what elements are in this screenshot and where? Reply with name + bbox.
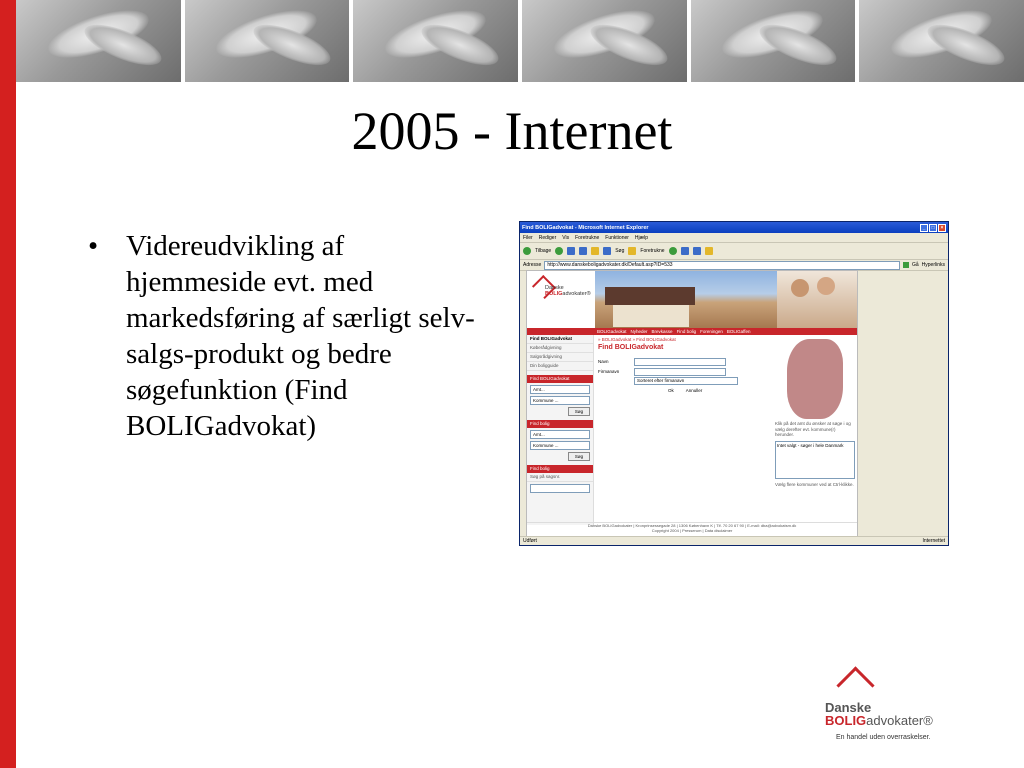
- sidebar-item-salgsraadgivning[interactable]: Salgsrådgivning: [527, 353, 593, 362]
- bullet-icon: •: [88, 230, 99, 262]
- form-buttons: [668, 388, 769, 393]
- bullet-list: [88, 228, 488, 444]
- address-input[interactable]: http://www.danskeboligadvokater.dk/Default.asp?ID=533: [544, 261, 900, 270]
- history-icon[interactable]: [669, 247, 677, 255]
- go-button[interactable]: Gå: [911, 262, 919, 268]
- sidebar-heading-find-advokat: Find BOLIGadvokat: [527, 375, 593, 383]
- name-label: Navn: [598, 359, 609, 364]
- close-icon[interactable]: ×: [938, 224, 946, 232]
- browser-title-bar: [520, 222, 948, 233]
- bullet-text: Videreudvikling af hjemmeside evt. med markedsføring af særligt selv-salgs-produkt og bedre søgefunktion (Find BOLIGadvokat): [126, 230, 475, 442]
- amt-select[interactable]: Amt...: [530, 385, 590, 394]
- favorites-button-label[interactable]: Foretrukne: [640, 248, 665, 254]
- browser-toolbar: [520, 243, 948, 260]
- footer-links[interactable]: Copyright 2004 | Presserum | Data disclaimer: [651, 528, 733, 533]
- home-icon[interactable]: [591, 247, 599, 255]
- amt-select-2[interactable]: Amt...: [530, 430, 590, 439]
- kommune-select[interactable]: Kommune ...: [530, 396, 590, 405]
- slide-title: 2005 - Internet: [351, 101, 673, 161]
- menu-edit[interactable]: Rediger: [538, 234, 557, 241]
- page-heading: Find BOLIGadvokat: [598, 344, 664, 351]
- ok-button[interactable]: Ok: [668, 388, 674, 393]
- site-logo-text: Danske BOLIGadvokater®: [545, 285, 591, 297]
- browser-menu-bar: [520, 233, 948, 243]
- logo-line2: BOLIGadvokater®: [825, 713, 933, 728]
- nav-boligaffen[interactable]: BOLIGaffen: [726, 329, 751, 334]
- back-icon[interactable]: [523, 247, 531, 255]
- zone-text: Internettet: [922, 538, 945, 544]
- search-button-label[interactable]: Søg: [615, 248, 625, 254]
- address-label: Adresse: [523, 262, 542, 268]
- house-roof-icon: [836, 666, 874, 704]
- menu-help[interactable]: Hjælp: [634, 234, 648, 241]
- status-text: Udført: [523, 538, 537, 544]
- site-nav: [527, 328, 857, 335]
- firm-label: Firmanavn: [598, 369, 620, 374]
- browser-window-title: Find BOLIGadvokat - Microsoft Internet Explorer: [522, 224, 649, 231]
- name-field-row: [598, 357, 769, 366]
- menu-tools[interactable]: Funktioner: [605, 234, 629, 241]
- denmark-map[interactable]: [787, 339, 843, 419]
- company-logo: [820, 668, 950, 748]
- sidebar-item-find-boligadvokat[interactable]: Find BOLIGadvokat: [527, 335, 593, 344]
- left-sidebar: [527, 335, 594, 525]
- back-button-label[interactable]: Tilbage: [535, 248, 552, 254]
- web-page: [526, 270, 858, 538]
- footer-address: Danske BOLIGadvokater | Kronprinsessegade 28 | 1306 København K | Tlf. 70 20 67 90 | E-mail: dba@advokatsm.dk: [587, 523, 797, 528]
- header-photo-strip: [16, 0, 1024, 82]
- search-button-2[interactable]: Søg: [568, 452, 590, 461]
- people-photo: [777, 271, 857, 328]
- sidebar-item-boligguide[interactable]: Din boligguide: [527, 362, 593, 371]
- nav-foreningen[interactable]: Foreningen: [700, 329, 723, 334]
- logo-line1: Danske: [825, 700, 872, 715]
- case-search-label: Søg på sagsnr.: [527, 473, 593, 482]
- site-header: [527, 271, 857, 328]
- browser-screenshot: [519, 221, 949, 546]
- folder-icon[interactable]: [705, 247, 713, 255]
- kommune-selection-box[interactable]: Intet valgt - søger i hele Danmark: [775, 441, 855, 479]
- stop-icon[interactable]: [567, 247, 575, 255]
- handshake-photo: [859, 0, 1024, 82]
- map-help-text: Klik på det amt du ønsker at søge i og vælg derefter evt. kommune(r) herunder.: [775, 421, 851, 437]
- menu-view[interactable]: Vis: [562, 234, 570, 241]
- page-body: [527, 335, 857, 525]
- case-search-input[interactable]: [530, 484, 590, 493]
- cancel-button[interactable]: Annuller: [685, 388, 703, 393]
- sort-select[interactable]: Sorteret efter firmanavn: [634, 377, 738, 385]
- sidebar-item-koberaadgivning[interactable]: Køberådgivning: [527, 344, 593, 353]
- kommune-select-2[interactable]: Kommune ...: [530, 441, 590, 450]
- browser-status-bar: [520, 536, 948, 545]
- firm-field-row: [598, 367, 769, 376]
- handshake-photo: [16, 0, 181, 82]
- maximize-icon[interactable]: □: [929, 224, 937, 232]
- bullet-item: [88, 228, 488, 444]
- menu-file[interactable]: Filer: [523, 234, 533, 241]
- nav-brevkasse[interactable]: Brevkasse: [651, 329, 673, 334]
- handshake-photo: [522, 0, 687, 82]
- search-icon[interactable]: [603, 247, 611, 255]
- links-button[interactable]: Hyperlinks: [921, 262, 945, 268]
- site-logo[interactable]: [527, 271, 595, 328]
- sidebar-heading-find-bolig: Find bolig: [527, 420, 593, 428]
- handshake-photo: [185, 0, 350, 82]
- minimize-icon[interactable]: _: [920, 224, 928, 232]
- nav-find-bolig[interactable]: Find bolig: [676, 329, 697, 334]
- go-icon[interactable]: [903, 262, 909, 268]
- search-button[interactable]: Søg: [568, 407, 590, 416]
- nav-boligadvokat[interactable]: BOLIGadvokat: [597, 329, 627, 334]
- site-footer: [527, 522, 857, 537]
- breadcrumb[interactable]: » BOLIGadvokat » Find BOLIGadvokat: [598, 337, 676, 342]
- logo-tagline: En handel uden overraskelser.: [836, 734, 931, 741]
- firm-input[interactable]: [634, 368, 726, 376]
- refresh-icon[interactable]: [579, 247, 587, 255]
- sidebar-heading-find-bolig-2: Find bolig: [527, 465, 593, 473]
- menu-favorites[interactable]: Foretrukne: [575, 234, 600, 241]
- map-panel: [773, 335, 857, 525]
- multi-select-help: Vælg flere kommuner ved at Ctrl-klikke.: [775, 481, 854, 487]
- house-photo: [595, 271, 777, 328]
- print-icon[interactable]: [693, 247, 701, 255]
- nav-nyheder[interactable]: Nyheder: [630, 329, 648, 334]
- favorites-icon[interactable]: [628, 247, 636, 255]
- main-content: [594, 335, 773, 525]
- handshake-photo: [691, 0, 856, 82]
- name-input[interactable]: [634, 358, 726, 366]
- forward-icon[interactable]: [555, 247, 563, 255]
- handshake-photo: [353, 0, 518, 82]
- mail-icon[interactable]: [681, 247, 689, 255]
